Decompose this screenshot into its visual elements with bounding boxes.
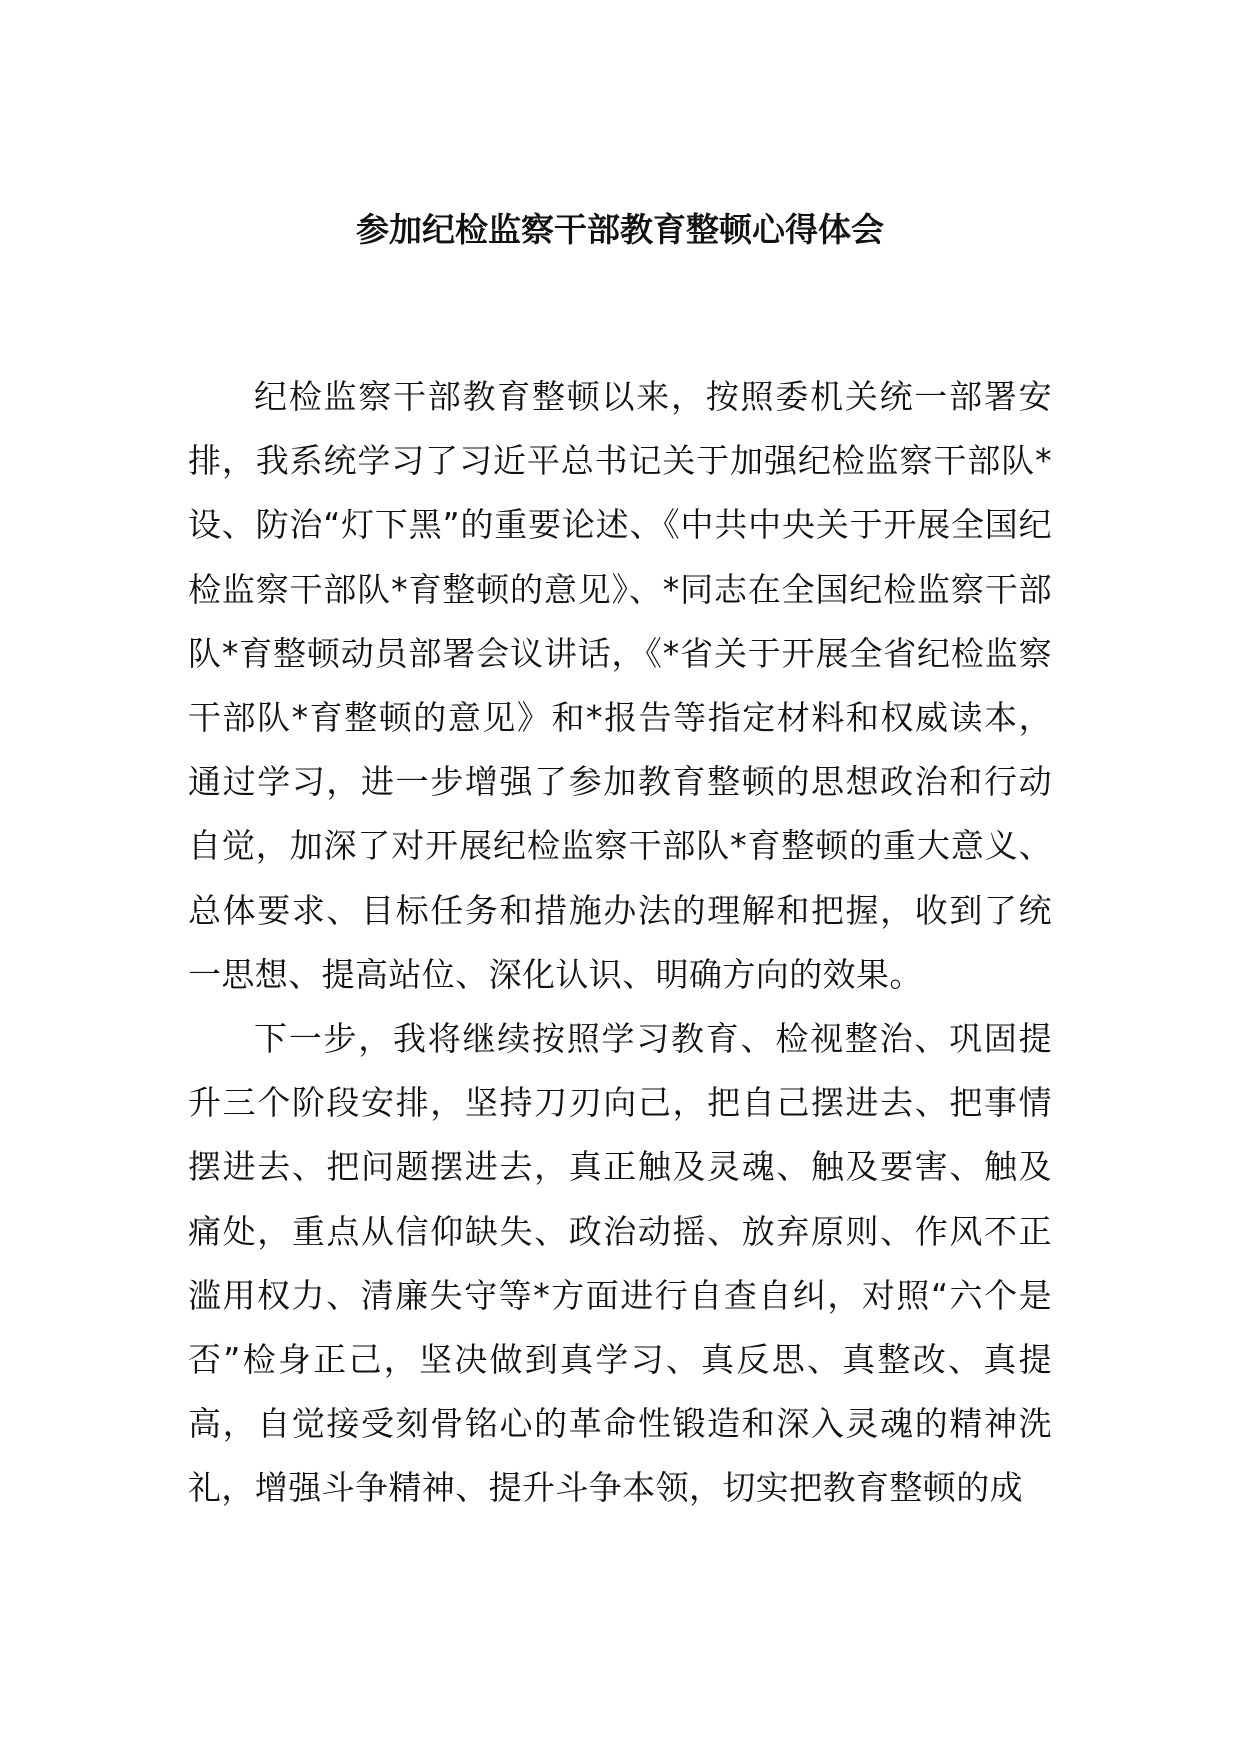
paragraph-2: 下一步，我将继续按照学习教育、检视整治、巩固提升三个阶段安排，坚持刀刃向己，把自己摆进去、把事情摆进去、把问题摆进去，真正触及灵魂、触及要害、触及痛处，重点从信仰缺失、政治动摇、放弃原则、作风不正滥用权力、清廉失守等*方面进行自查自纠，对照“六个是否”检身正己，坚决做到真学习、真反思、真整改、真提高，自觉接受刻骨铭心的革命性锻造和深入灵魂的精神洗礼，增强斗争精神、提升斗争本领，切实把教育整顿的成 (188, 1019, 1052, 1508)
document-title: 参加纪检监察干部教育整顿心得体会 (356, 210, 884, 249)
paragraph-1: 纪检监察干部教育整顿以来，按照委机关统一部署安排，我系统学习了习近平总书记关于加强纪检监察干部队*设、防治“灯下黑”的重要论述、《中共中央关于开展全国纪检监察干部队*育整顿的意见》、*同志在全国纪检监察干部队*育整顿动员部署会议讲话，《*省关于开展全省纪检监察干部队*育整顿的意见》和*报告等指定材料和权威读本，通过学习，进一步增强了参加教育整顿的思想政治和行动自觉，加深了对开展纪检监察干部队*育整顿的重大意义、总体要求、目标任务和措施办法的理解和把握，收到了统一思想、提高站位、深化认识、明确方向的效果。 (188, 377, 1052, 994)
document-body (188, 365, 1052, 1521)
